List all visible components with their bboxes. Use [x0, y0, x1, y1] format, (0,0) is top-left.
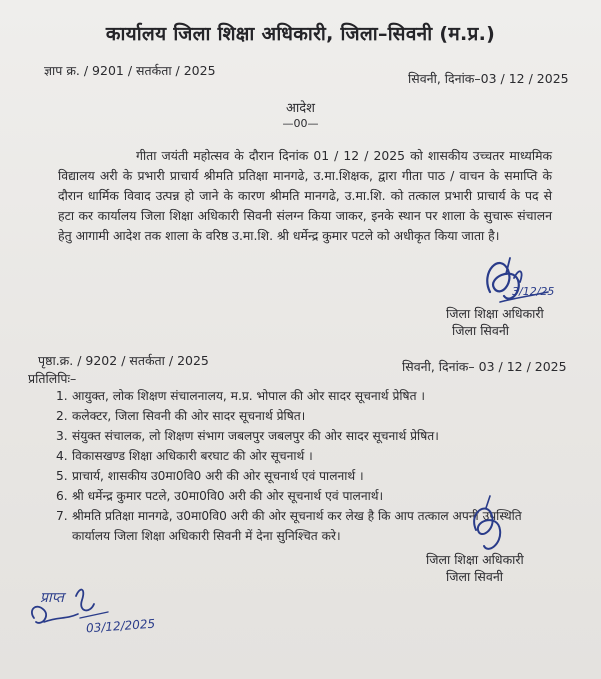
office-title: कार्यालय जिला शिक्षा अधिकारी, जिला–सिवनी (म.प्र.) — [105, 23, 496, 45]
list-item: 4. विकासखण्ड शिक्षा अधिकारी बरघाट की ओर सूचनार्थ । — [56, 449, 313, 463]
list-item: 1. आयुक्त, लोक शिक्षण संचालनालय, म.प्र. भोपाल की ओर सादर सूचनार्थ प्रेषित । — [56, 389, 426, 403]
signature-2-designation: जिला शिक्षा अधिकारी — [426, 552, 524, 567]
list-item: 6. श्री धर्मेन्द्र कुमार पटले, उ0मा0वि0 अरी की ओर सूचनार्थ एवं पालनार्थ। — [56, 489, 384, 503]
memo-number: ज्ञाप क्र. / 9201 / सतर्कता / 2025 — [44, 63, 216, 78]
copy-memo-number: पृष्ठा.क्र. / 9202 / सतर्कता / 2025 — [38, 353, 209, 368]
signature-1-place: जिला सिवनी — [452, 323, 510, 338]
list-item: 2. कलेक्टर, जिला सिवनी की ओर सादर सूचनार्थ प्रेषित। — [56, 409, 306, 423]
list-item: 3. संयुक्त संचालक, लो शिक्षण संभाग जबलपुर जबलपुर की ओर सादर सूचनार्थ प्रेषित। — [56, 429, 439, 443]
signature-scribble-2 — [462, 500, 522, 560]
copy-place-date: सिवनी, दिनांक– 03 / 12 / 2025 — [402, 359, 567, 374]
place-date: सिवनी, दिनांक–03 / 12 / 2025 — [408, 71, 569, 86]
receipt-date: 03/12/2025 — [85, 616, 156, 636]
order-body: गीता जयंती महोत्सव के दौरान दिनांक 01 / 12 / 2025 को शासकीय उच्चतर माध्यमिक विद्यालय अरी के प्रभारी प्राचार्य श्रीमति प्रतिक्षा मानगढे, उ.मा.शिक्षक, द्वारा गीता पाठ / वाचन के समाप्ति के दौरान धार्मिक विवाद उत्पन्न हो जाने के कारण श्रीमति मानगढे, उ.मा.शि. को तत्काल प्रभारी प्राचार्य के पद से हटा कर कार्यालय जिला शिक्षा अधिकारी सिवनी संलग्न किया जाकर, इनके स्थान पर शाला के सुचारू संचालन हेतु आगामी आदेश तक शाला के वरिष्ठ उ.मा.शि. श्री धर्मेन्द्र कुमार पटले को अधीकृत किया जाता है। — [58, 148, 552, 243]
list-item: 7. श्रीमति प्रतिक्षा मानगढे, उ0मा0वि0 अरी की ओर सूचनार्थ कर लेख है कि आप तत्काल अपनी उपस्थिति कार्यालय जिला शिक्षा अधिकारी सिवनी में देना सुनिश्चित करे। — [56, 509, 522, 543]
copy-heading: प्रतिलिपिः– — [28, 371, 77, 386]
list-item: 5. प्राचार्य, शासकीय उ0मा0वि0 अरी की ओर सूचनार्थ एवं पालनार्थ । — [56, 469, 364, 483]
signature-1-date: 3/12/25 — [512, 285, 555, 298]
order-separator: —00— — [282, 117, 319, 130]
receipt-note: प्राप्त — [40, 590, 64, 606]
order-title: आदेश — [285, 101, 316, 116]
signature-2-place: जिला सिवनी — [446, 569, 504, 584]
signature-scribble-1 — [470, 252, 560, 312]
signature-1-designation: जिला शिक्षा अधिकारी — [446, 306, 544, 321]
